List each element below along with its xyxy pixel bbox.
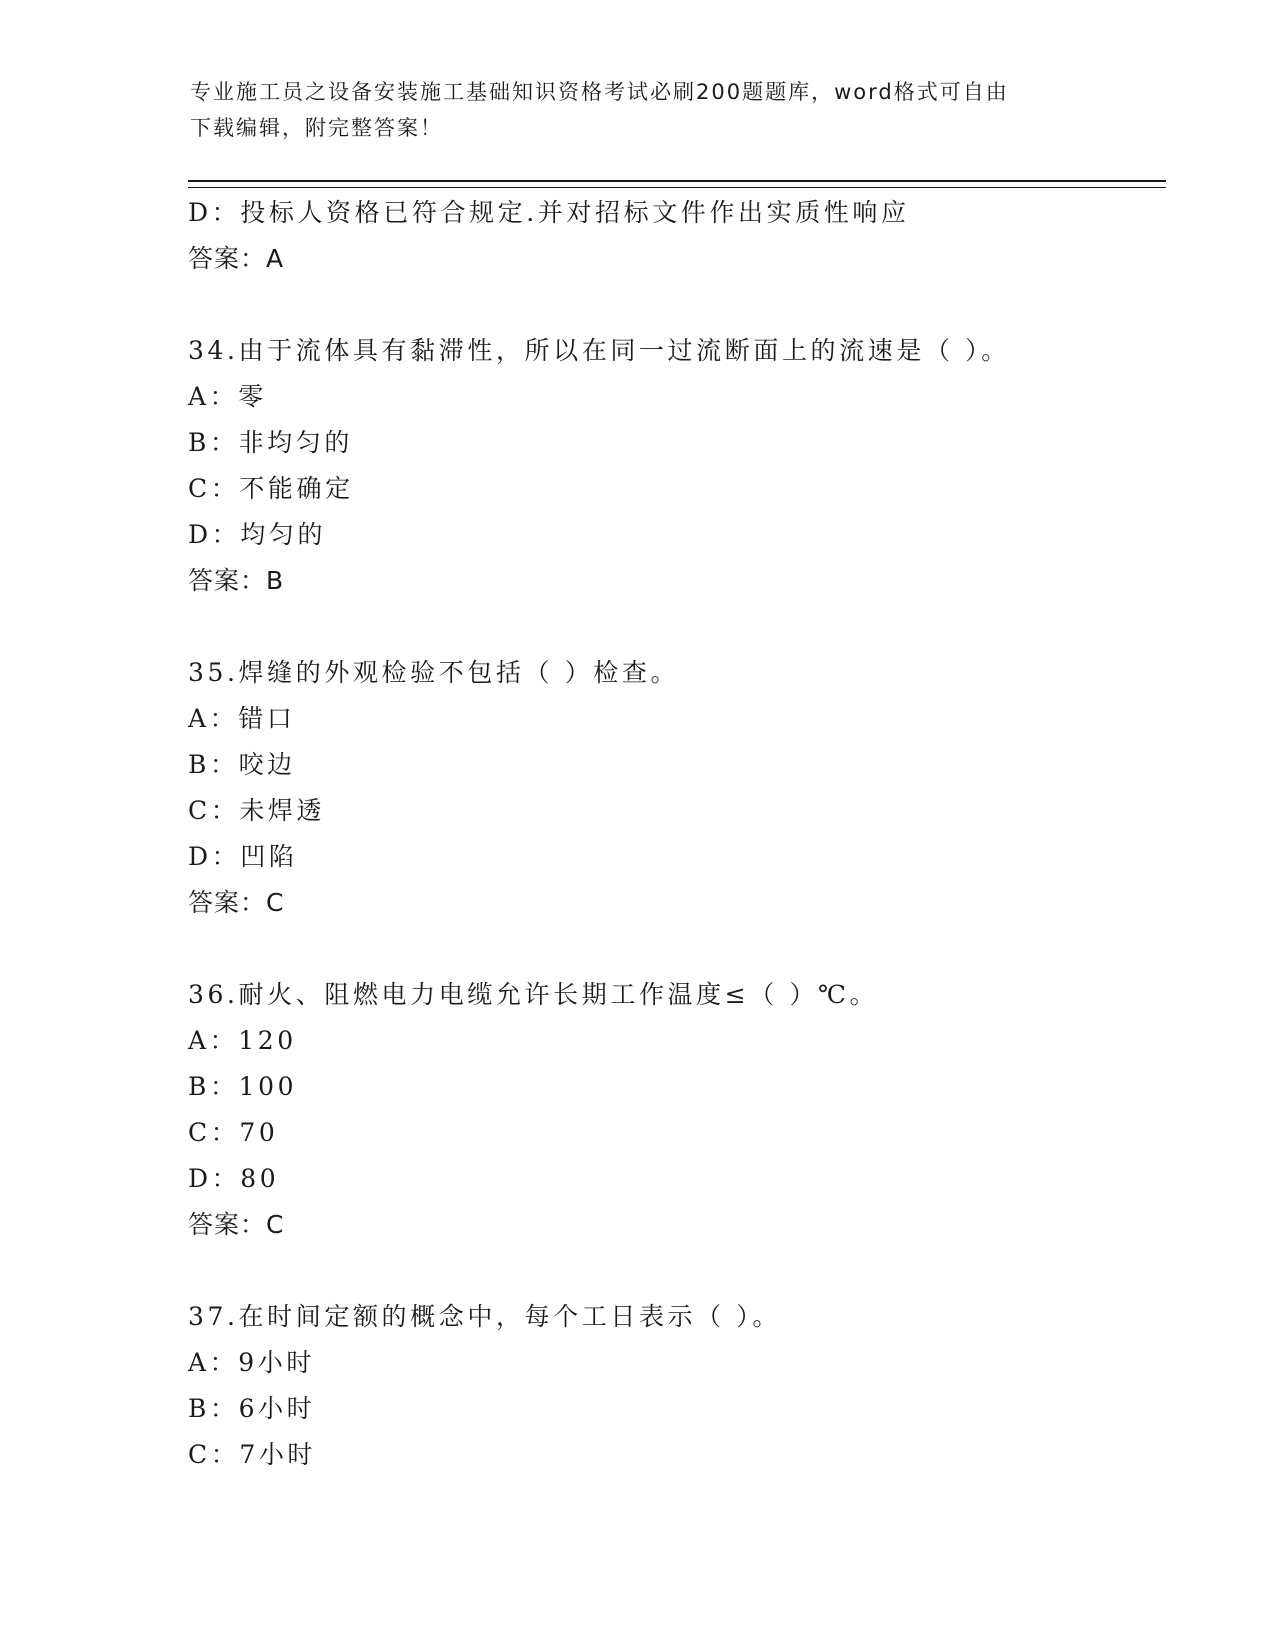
header-divider <box>188 180 1166 188</box>
q34-option-a: A：零 <box>188 382 267 411</box>
q36-option-a: A：120 <box>188 1026 297 1055</box>
q37-option-c: C：7小时 <box>188 1440 317 1469</box>
q33-option-d: D：投标人资格已符合规定.并对招标文件作出实质性响应 <box>188 198 910 227</box>
document-header <box>190 74 1090 146</box>
q36-option-c: C：70 <box>188 1118 279 1147</box>
q36-option-b: B：100 <box>188 1072 298 1101</box>
q35-option-d: D：凹陷 <box>188 842 298 871</box>
question-gap <box>188 282 1168 328</box>
question-content <box>188 190 1168 1478</box>
question-gap <box>188 926 1168 972</box>
q35-option-a: A：错口 <box>188 704 296 733</box>
header-line-1: 专业施工员之设备安装施工基础知识资格考试必刷200题题库，word格式可自由 <box>190 80 1009 104</box>
question-gap <box>188 604 1168 650</box>
q37-option-a: A：9小时 <box>188 1348 315 1377</box>
q34-option-d: D：均匀的 <box>188 520 327 549</box>
q35-option-c: C：未焊透 <box>188 796 326 825</box>
q37-option-b: B：6小时 <box>188 1394 316 1423</box>
q35-answer: 答案：C <box>188 888 285 917</box>
header-line-2: 下载编辑，附完整答案！ <box>190 116 443 140</box>
q36-option-d: D：80 <box>188 1164 280 1193</box>
q36-answer: 答案：C <box>188 1210 285 1239</box>
q35-stem: 35.焊缝的外观检验不包括（ ）检查。 <box>188 658 680 687</box>
q34-option-c: C：不能确定 <box>188 474 354 503</box>
q34-stem: 34.由于流体具有黏滞性，所以在同一过流断面上的流速是（ ）。 <box>188 336 1010 365</box>
q34-option-b: B：非均匀的 <box>188 428 353 457</box>
q35-option-b: B：咬边 <box>188 750 296 779</box>
q33-answer: 答案：A <box>188 244 285 273</box>
question-gap <box>188 1248 1168 1294</box>
q37-stem: 37.在时间定额的概念中，每个工日表示（ ）。 <box>188 1302 782 1331</box>
q36-stem: 36.耐火、阻燃电力电缆允许长期工作温度≤（ ）℃。 <box>188 980 879 1009</box>
q34-answer: 答案：B <box>188 566 285 595</box>
